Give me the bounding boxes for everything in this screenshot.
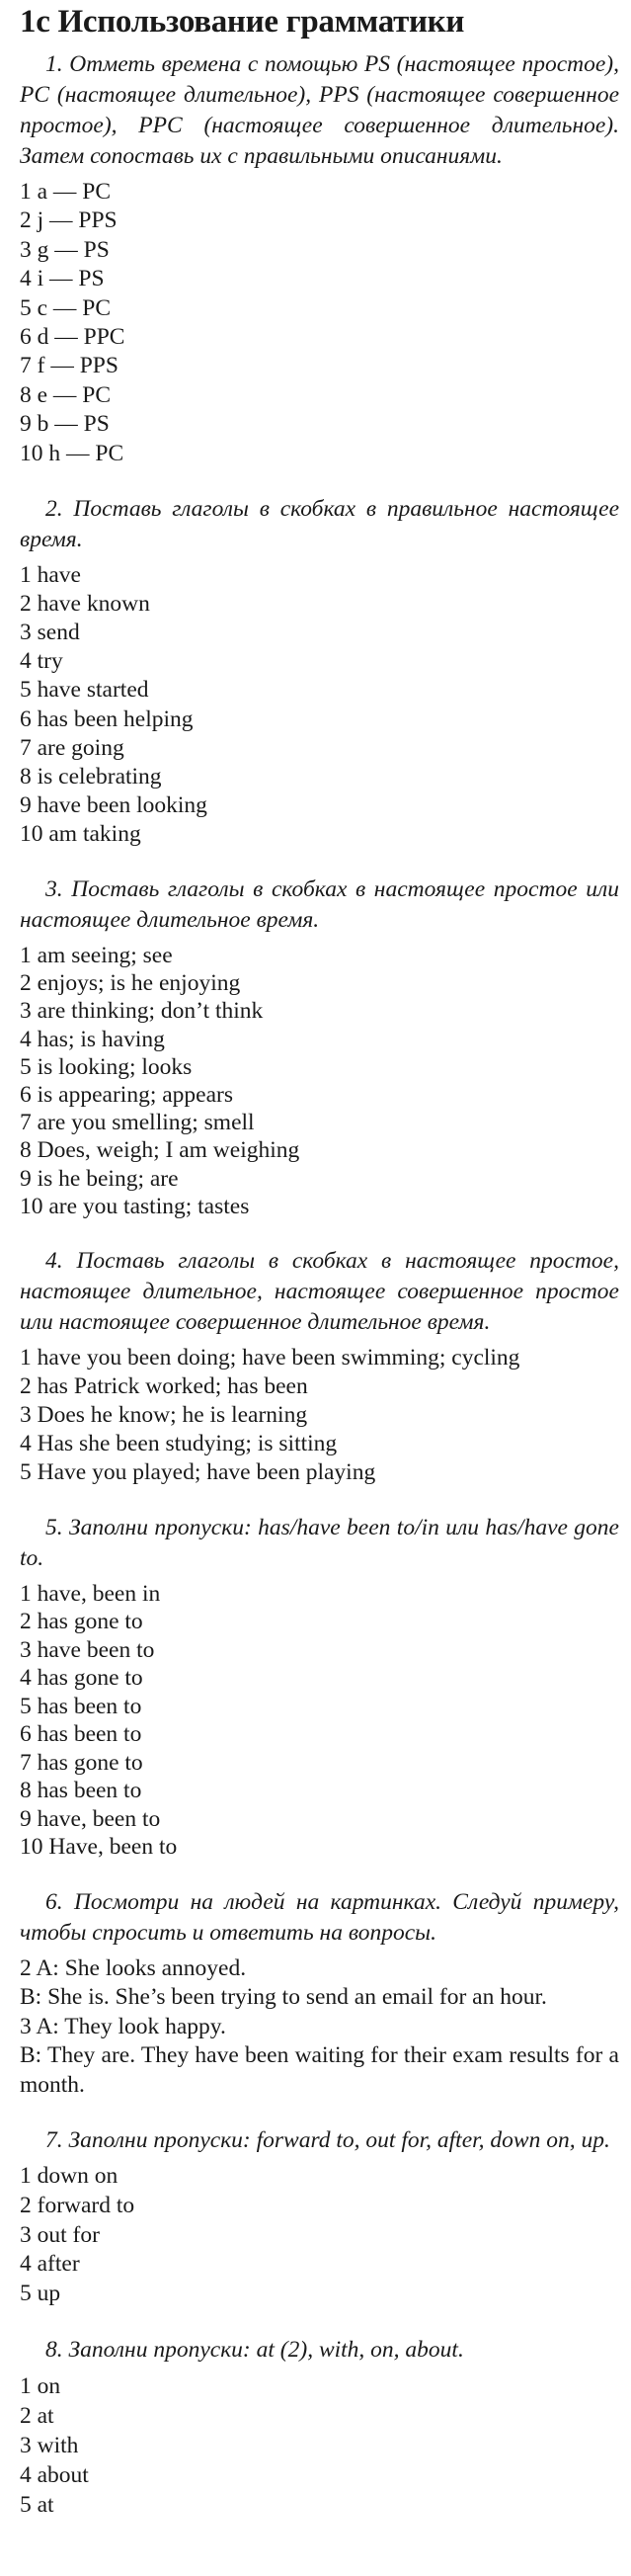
exercise-1 xyxy=(20,49,619,468)
answer-item: 2 have known xyxy=(20,591,150,618)
answer-item: 7 has gone to xyxy=(20,1749,143,1776)
answer-item: 4 after xyxy=(20,2251,80,2278)
exercise-2 xyxy=(20,494,619,849)
answer-item: 4 try xyxy=(20,648,63,675)
exercise-6-task: 6. Посмотри на людей на картинках. Следуй примеру, чтобы спросить и ответить на вопросы. xyxy=(20,1888,619,1946)
answer-item: 2 has gone to xyxy=(20,1609,143,1635)
exercise-4-task: 4. Поставь глаголы в скобках в настоящее простое, настоящее длительное, настоящее совершенное простое или настоящее совершенное длительное время. xyxy=(20,1248,619,1336)
answer-item: 4 about xyxy=(20,2462,89,2489)
exercise-7 xyxy=(20,2125,619,2309)
exercise-1-task: 1. Отметь времена с помощью PS (настоящее простое), PC (настоящее длительное), PPS (настоящее совершенное простое), PPC (настоящее совершенное длительное). Затем сопоставь их с правильными описаниями. xyxy=(20,51,619,169)
answer-item: 5 up xyxy=(20,2281,61,2307)
answer-item: 2 j — PPS xyxy=(20,208,118,234)
answer-item: 2 forward to xyxy=(20,2192,135,2218)
answer-item: 3 out for xyxy=(20,2221,100,2248)
answer-item: 4 i — PS xyxy=(20,266,105,292)
answer-item: 8 e — PC xyxy=(20,381,112,408)
exercise-3 xyxy=(20,874,619,1220)
answer-item: 1 on xyxy=(20,2373,61,2400)
answer-item: 3 with xyxy=(20,2433,79,2459)
exercise-5-task: 5. Заполни пропуски: has/have been to/in или has/have gone to. xyxy=(20,1514,619,1571)
answer-item: 6 is appearing; appears xyxy=(20,1082,233,1109)
answer-item: 8 is celebrating xyxy=(20,763,162,789)
answer-item: 8 Does, weigh; I am weighing xyxy=(20,1137,300,1164)
exercise-8-answers xyxy=(20,2371,619,2520)
answer-item: 7 are you smelling; smell xyxy=(20,1110,255,1136)
exercise-2-task: 2. Поставь глаголы в скобках в правильное настоящее время. xyxy=(20,496,619,553)
answer-item: 10 are you tasting; tastes xyxy=(20,1193,250,1219)
answer-item: 6 has been helping xyxy=(20,706,194,732)
answer-item: 8 has been to xyxy=(20,1778,142,1804)
exercise-5 xyxy=(20,1513,619,1862)
answer-item: 3 send xyxy=(20,620,80,646)
answer-item: 10 h — PC xyxy=(20,440,124,466)
dialog-line: 2 A: She looks annoyed. xyxy=(20,1954,247,1981)
answer-item: 1 a — PC xyxy=(20,179,112,205)
answer-item: 3 g — PS xyxy=(20,236,110,263)
answer-item: 7 f — PPS xyxy=(20,353,118,379)
dialog-line: B: She is. She’s been trying to send an email for an hour. xyxy=(20,1984,547,2011)
answer-item: 3 have been to xyxy=(20,1636,155,1663)
answer-item: 1 have xyxy=(20,562,81,589)
answer-item: 1 down on xyxy=(20,2163,118,2190)
answer-item: 5 Have you played; have been playing xyxy=(20,1458,376,1485)
exercise-7-answers xyxy=(20,2162,619,2309)
exercise-3-task: 3. Поставь глаголы в скобках в настоящее простое или настоящее длительное время. xyxy=(20,876,619,933)
page-title: 1c Использование грамматики xyxy=(20,4,465,40)
answer-item: 4 has; is having xyxy=(20,1026,165,1052)
answer-item: 6 d — PPC xyxy=(20,324,125,351)
exercise-3-answers xyxy=(20,942,619,1220)
exercise-1-answers xyxy=(20,178,619,468)
exercise-4 xyxy=(20,1246,619,1487)
exercise-8 xyxy=(20,2335,619,2520)
exercise-6-dialog xyxy=(20,1954,619,2101)
dialog-line: 3 A: They look happy. xyxy=(20,2013,226,2039)
answer-item: 1 have, been in xyxy=(20,1580,161,1607)
exercise-2-answers xyxy=(20,561,619,849)
answer-item: 1 am seeing; see xyxy=(20,943,173,968)
answer-item: 9 have been looking xyxy=(20,791,207,818)
answer-item: 3 are thinking; don’t think xyxy=(20,998,264,1025)
answer-item: 5 is looking; looks xyxy=(20,1053,193,1080)
answer-item: 6 has been to xyxy=(20,1721,142,1748)
answer-item: 7 are going xyxy=(20,734,124,761)
exercise-7-task: 7. Заполни пропуски: forward to, out for, after, down on, up. xyxy=(45,2127,610,2154)
answer-item: 2 has Patrick worked; has been xyxy=(20,1372,308,1399)
exercise-5-answers xyxy=(20,1580,619,1862)
answer-item: 10 Have, been to xyxy=(20,1834,178,1861)
answer-item: 5 have started xyxy=(20,677,149,704)
exercise-8-task: 8. Заполни пропуски: at (2), with, on, about. xyxy=(45,2337,464,2364)
answer-item: 9 have, been to xyxy=(20,1805,161,1832)
answer-item: 2 at xyxy=(20,2403,54,2430)
answer-item: 5 c — PC xyxy=(20,294,112,321)
answer-item: 9 is he being; are xyxy=(20,1165,179,1192)
answer-item: 3 Does he know; he is learning xyxy=(20,1401,308,1428)
dialog-line: B: They are. They have been waiting for their exam results for a month. xyxy=(20,2042,619,2098)
answer-item: 5 at xyxy=(20,2492,54,2519)
exercise-6 xyxy=(20,1887,619,2101)
answer-item: 4 has gone to xyxy=(20,1665,143,1692)
answer-item: 9 b — PS xyxy=(20,411,110,438)
answer-item: 10 am taking xyxy=(20,820,141,847)
answer-item: 2 enjoys; is he enjoying xyxy=(20,970,241,997)
answer-item: 4 Has she been studying; is sitting xyxy=(20,1430,338,1456)
exercise-4-answers xyxy=(20,1344,619,1487)
answer-item: 1 have you been doing; have been swimming; cycling xyxy=(20,1345,520,1371)
answer-item: 5 has been to xyxy=(20,1693,142,1719)
